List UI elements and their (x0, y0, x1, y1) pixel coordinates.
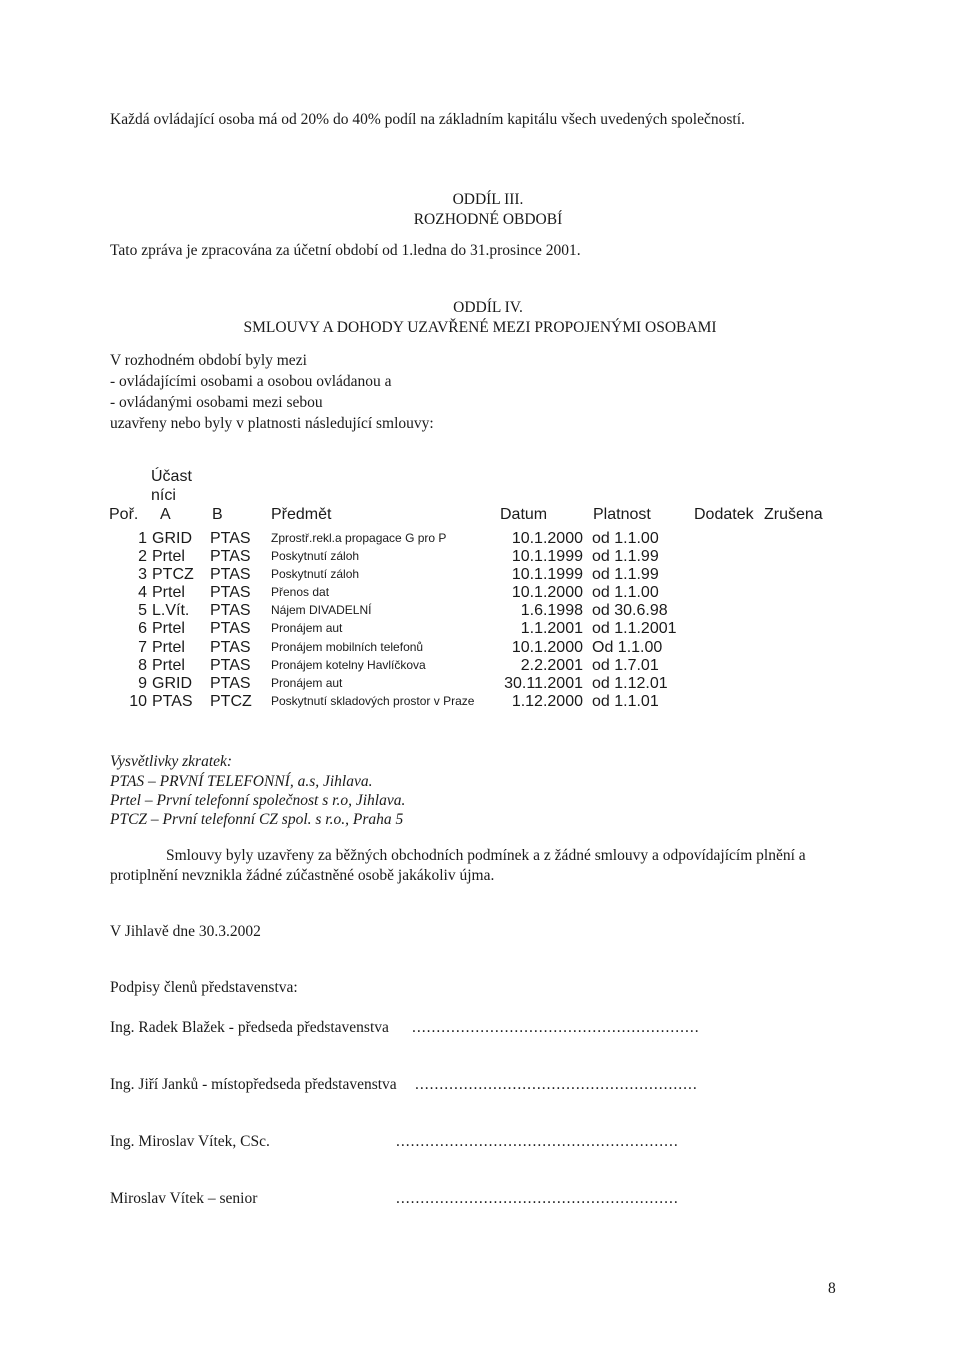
abbreviation-item: PTCZ – První telefonní CZ spol. s r.o., Praha 5 (110, 811, 404, 828)
row-number: 10 (129, 693, 147, 710)
date: 1.12.2000 (511, 693, 583, 710)
abbreviations-title: Vysvětlivky zkratek: (110, 753, 233, 770)
header-zrusena: Zrušena (764, 506, 823, 523)
date: 30.11.2001 (504, 675, 583, 692)
table-row (0, 657, 960, 677)
section4-para-line: uzavřeny nebo byly v platnosti následující smlouvy: (110, 415, 434, 432)
header-ucast: Účast (151, 468, 192, 485)
signature-line: .......................................................... (396, 1190, 679, 1207)
subject: Přenos dat (271, 585, 330, 599)
header-a: A (160, 506, 171, 523)
subject: Poskytnutí skladových prostor v Praze (271, 694, 475, 708)
signatory-name: Miroslav Vítek – senior (110, 1190, 258, 1207)
row-number: 7 (138, 639, 147, 656)
header-predmet: Předmět (271, 506, 332, 523)
party-a: L.Vít. (152, 602, 190, 619)
party-b: PTAS (210, 620, 251, 637)
validity: od 1.1.00 (592, 584, 659, 601)
validity: od 1.1.00 (592, 530, 659, 547)
closing-line: protiplnění nevznikla žádné zúčastněné osobě jakákoliv újma. (110, 867, 495, 884)
party-b: PTAS (210, 548, 251, 565)
section4-para-line: V rozhodném období byly mezi (110, 352, 307, 369)
party-b: PTAS (210, 584, 251, 601)
section4-title: SMLOUVY A DOHODY UZAVŘENÉ MEZI PROPOJENÝMI OSOBAMI (243, 319, 717, 336)
date: 1.6.1998 (520, 602, 583, 619)
party-b: PTAS (210, 602, 251, 619)
date: 10.1.2000 (511, 584, 583, 601)
signature-line: .......................................................... (415, 1076, 698, 1093)
table-row (0, 639, 960, 659)
party-a: GRID (152, 530, 192, 547)
party-a: Prtel (152, 584, 185, 601)
section4-para-line: - ovládanými osobami mezi sebou (110, 394, 323, 411)
table-row (0, 548, 960, 568)
validity: od 1.1.99 (592, 548, 659, 565)
table-row (0, 620, 960, 640)
place-date: V Jihlavě dne 30.3.2002 (110, 923, 261, 940)
header-datum: Datum (500, 506, 548, 523)
validity: od 1.12.01 (592, 675, 668, 692)
intro-line: Každá ovládající osoba má od 20% do 40% podíl na základním kapitálu všech uvedených společností. (110, 111, 745, 128)
validity: Od 1.1.00 (592, 639, 663, 656)
section3-text: Tato zpráva je zpracována za účetní období od 1.ledna do 31.prosince 2001. (110, 242, 581, 259)
validity: od 1.1.2001 (592, 620, 677, 637)
subject: Zprostř.rekl.a propagace G pro P (271, 531, 447, 545)
table-row (0, 584, 960, 604)
row-number: 4 (138, 584, 147, 601)
subject: Poskytnutí záloh (271, 549, 360, 563)
header-nici: níci (151, 487, 176, 504)
party-b: PTAS (210, 639, 251, 656)
page-number: 8 (828, 1280, 836, 1297)
row-number: 5 (138, 602, 147, 619)
table-row (0, 530, 960, 550)
header-b: B (212, 506, 223, 523)
subject: Pronájem kotelny Havlíčkova (271, 658, 426, 672)
table-row (0, 693, 960, 713)
subject: Pronájem mobilních telefonů (271, 640, 424, 654)
closing-line: Smlouvy byly uzavřeny za běžných obchodních podmínek a z žádné smlouvy a odpovídajícím plnění a (166, 847, 806, 864)
signatory-name: Ing. Jiří Janků - místopředseda představenstva (110, 1076, 397, 1093)
subject: Pronájem aut (271, 621, 343, 635)
party-a: Prtel (152, 657, 185, 674)
party-b: PTAS (210, 675, 251, 692)
signature-line: .......................................................... (396, 1133, 679, 1150)
subject: Nájem DIVADELNÍ (271, 603, 372, 617)
row-number: 6 (138, 620, 147, 637)
row-number: 9 (138, 675, 147, 692)
party-b: PTAS (210, 530, 251, 547)
date: 10.1.1999 (511, 566, 583, 583)
party-a: Prtel (152, 548, 185, 565)
subject: Pronájem aut (271, 676, 343, 690)
date: 1.1.2001 (520, 620, 583, 637)
header-dodatek: Dodatek (694, 506, 754, 523)
party-a: PTAS (152, 693, 193, 710)
party-b: PTAS (210, 657, 251, 674)
subject: Poskytnutí záloh (271, 567, 360, 581)
row-number: 3 (138, 566, 147, 583)
validity: od 1.7.01 (592, 657, 659, 674)
party-a: GRID (152, 675, 192, 692)
row-number: 1 (138, 530, 147, 547)
header-platnost: Platnost (593, 506, 651, 523)
party-a: PTCZ (152, 566, 194, 583)
party-a: Prtel (152, 620, 185, 637)
signatures-title: Podpisy členů představenstva: (110, 979, 298, 996)
abbreviation-item: PTAS – PRVNÍ TELEFONNÍ, a.s, Jihlava. (110, 773, 373, 790)
row-number: 8 (138, 657, 147, 674)
table-row (0, 566, 960, 586)
date: 10.1.2000 (511, 639, 583, 656)
date: 10.1.2000 (511, 530, 583, 547)
section4-heading: ODDÍL IV. (453, 299, 523, 316)
header-por: Poř. (109, 506, 139, 523)
party-b: PTAS (210, 566, 251, 583)
abbreviation-item: Prtel – První telefonní společnost s r.o, Jihlava. (110, 792, 406, 809)
signatory-name: Ing. Radek Blažek - předseda představenstva (110, 1019, 389, 1036)
table-row (0, 675, 960, 695)
validity: od 1.1.01 (592, 693, 659, 710)
validity: od 1.1.99 (592, 566, 659, 583)
validity: od 30.6.98 (592, 602, 668, 619)
table-row (0, 602, 960, 622)
row-number: 2 (138, 548, 147, 565)
party-a: Prtel (152, 639, 185, 656)
signature-line: ........................................................... (412, 1019, 700, 1036)
section4-para-line: - ovládajícími osobami a osobou ovládanou a (110, 373, 392, 390)
date: 10.1.1999 (511, 548, 583, 565)
date: 2.2.2001 (520, 657, 583, 674)
signatory-name: Ing. Miroslav Vítek, CSc. (110, 1133, 270, 1150)
party-b: PTCZ (210, 693, 252, 710)
section3-heading: ODDÍL III. (452, 191, 524, 208)
section3-title: ROZHODNÉ OBDOBÍ (413, 211, 563, 228)
